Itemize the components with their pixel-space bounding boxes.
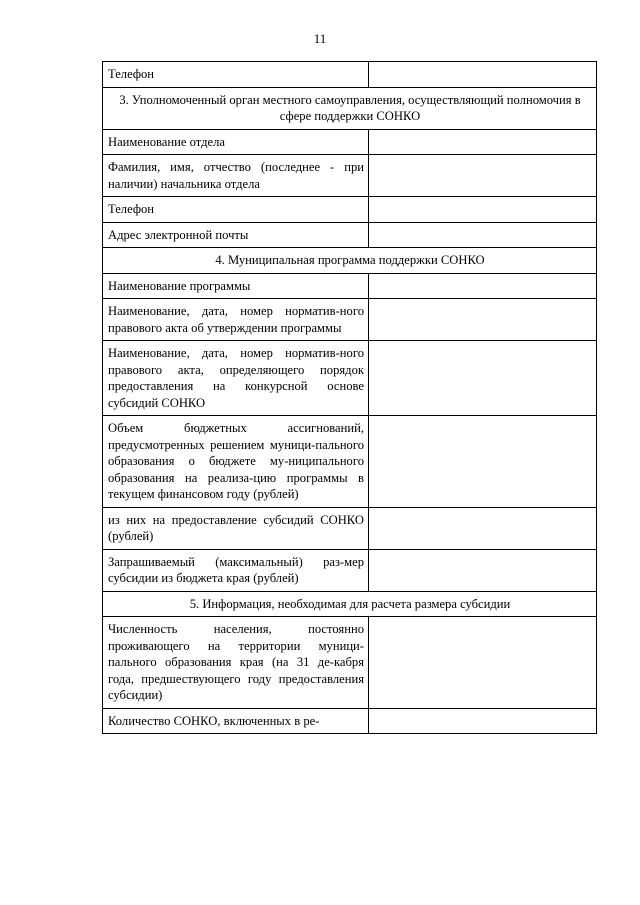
form-field-row	[103, 341, 597, 416]
form-field-row	[103, 617, 597, 709]
field-value-cell[interactable]	[369, 708, 597, 734]
form-field-row	[103, 507, 597, 549]
field-value-cell[interactable]	[369, 197, 597, 223]
form-field-row	[103, 197, 597, 223]
field-value-cell[interactable]	[369, 617, 597, 709]
section-header-row	[103, 248, 597, 274]
form-field-row	[103, 299, 597, 341]
form-field-row	[103, 416, 597, 508]
field-value-cell[interactable]	[369, 222, 597, 248]
field-value-cell[interactable]	[369, 62, 597, 88]
application-form-table	[102, 61, 597, 734]
page-number: 11	[313, 31, 327, 46]
field-value-cell[interactable]	[369, 299, 597, 341]
field-label: из них на предоставление субсидий СОНКО (рублей)	[103, 507, 369, 549]
field-value-cell[interactable]	[369, 549, 597, 591]
form-table-body	[103, 62, 597, 734]
field-label: Фамилия, имя, отчество (последнее - при наличии) начальника отдела	[103, 155, 369, 197]
field-value-cell[interactable]	[369, 507, 597, 549]
form-field-row	[103, 222, 597, 248]
field-label: Объем бюджетных ассигнований, предусмотренных решением муници-пального образования о бюджете му-ниципального образования на реализа-цию программы в текущем финансовом году (рублей)	[103, 416, 369, 508]
field-value-cell[interactable]	[369, 273, 597, 299]
section-header-row	[103, 591, 597, 617]
field-label: Наименование, дата, номер норматив-ного правового акта, определяющего порядок предоставления на конкурсной основе субсидий СОНКО	[103, 341, 369, 416]
field-label: Телефон	[103, 197, 369, 223]
section-header-row	[103, 87, 597, 129]
field-label: Наименование программы	[103, 273, 369, 299]
form-field-row	[103, 708, 597, 734]
field-label: Адрес электронной почты	[103, 222, 369, 248]
field-value-cell[interactable]	[369, 129, 597, 155]
form-field-row	[103, 549, 597, 591]
form-field-row	[103, 155, 597, 197]
field-label: Телефон	[103, 62, 369, 88]
field-value-cell[interactable]	[369, 155, 597, 197]
section-title: 5. Информация, необходимая для расчета размера субсидии	[103, 591, 597, 617]
field-label: Количество СОНКО, включенных в ре-	[103, 708, 369, 734]
field-value-cell[interactable]	[369, 341, 597, 416]
form-field-row	[103, 273, 597, 299]
field-label: Наименование, дата, номер норматив-ного правового акта об утверждении программы	[103, 299, 369, 341]
section-title: 4. Муниципальная программа поддержки СОНКО	[103, 248, 597, 274]
field-label: Запрашиваемый (максимальный) раз-мер субсидии из бюджета края (рублей)	[103, 549, 369, 591]
form-field-row	[103, 62, 597, 88]
section-title: 3. Уполномоченный орган местного самоуправления, осуществляющий полномочия в сфере поддержки СОНКО	[103, 87, 597, 129]
field-label: Наименование отдела	[103, 129, 369, 155]
field-value-cell[interactable]	[369, 416, 597, 508]
form-field-row	[103, 129, 597, 155]
field-label: Численность населения, постоянно проживающего на территории муници-пального образования края (на 31 де-кабря года, предшествующего году предоставления субсидии)	[103, 617, 369, 709]
